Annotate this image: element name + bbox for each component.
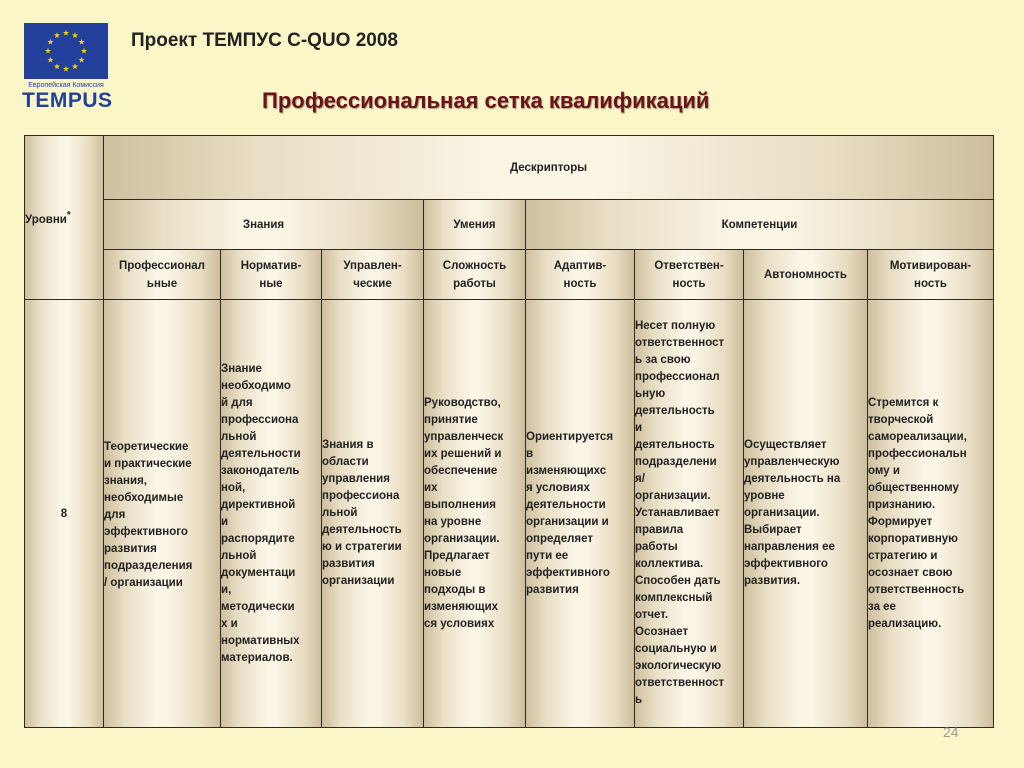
eu-star-icon: [72, 63, 78, 69]
descriptors-header: Дескрипторы: [104, 136, 994, 200]
column-header: Мотивирован- ность: [868, 250, 994, 300]
eu-star-icon: [81, 48, 87, 54]
group-skills: Умения: [424, 200, 526, 250]
eu-star-icon: [54, 63, 60, 69]
column-header: Сложность работы: [424, 250, 526, 300]
column-header: Автономность: [744, 250, 868, 300]
eu-star-icon: [47, 57, 53, 63]
table-cell: Руководство, принятие управленческ их решений и обеспечение их выполнения на уровне организации. Предлагает новые подходы в изменяющих ся условиях: [424, 300, 526, 728]
eu-star-icon: [63, 66, 69, 72]
eu-star-icon: [63, 30, 69, 36]
group-competences: Компетенции: [526, 200, 994, 250]
eu-star-icon: [79, 39, 85, 45]
column-header: Норматив- ные: [221, 250, 322, 300]
table-cell: Несет полную ответственност ь за свою профессионал ьную деятельность и деятельность подразделени я/ организации. Устанавливает правила работы коллектива. Способен дать комплексный отчет. Осознает социальную и экологическую ответственност ь: [635, 300, 744, 728]
slide-title: Профессиональная сетка квалификаций: [262, 88, 710, 113]
table-cell: Осуществляет управленческую деятельность на уровне организации. Выбирает направления ее эффективного развития.: [744, 300, 868, 728]
table-cell: Стремится к творческой самореализации, профессиональн ому и общественному признанию. Формирует корпоративную стратегию и осознает свою ответственность за ее реализацию.: [868, 300, 994, 728]
column-header: Профессионал ьные: [104, 250, 221, 300]
table-cell: Теоретические и практические знания, необходимые для эффективного развития подразделения / организации: [104, 300, 221, 728]
logo-brand: TEMPUS: [22, 89, 113, 112]
eu-star-icon: [54, 32, 60, 38]
project-heading: Проект ТЕМПУС C-QUO 2008: [131, 30, 398, 51]
tempus-logo: [22, 23, 113, 113]
qualification-grid-table: [24, 135, 994, 728]
logo-caption: Европейская Комиссия: [28, 82, 104, 89]
eu-star-icon: [79, 57, 85, 63]
column-header: Ответствен- ность: [635, 250, 744, 300]
column-header: Адаптив- ность: [526, 250, 635, 300]
eu-star-icon: [47, 39, 53, 45]
group-knowledge: Знания: [104, 200, 424, 250]
table-cell: Ориентируется в изменяющихс я условиях деятельности организации и определяет пути ее эффективного развития: [526, 300, 635, 728]
table-cell: Знание необходимо й для профессиона льной деятельности законодатель ной, директивной и распорядите льной документаци и, методически х и нормативных материалов.: [221, 300, 322, 728]
eu-flag-icon: [24, 23, 108, 79]
level-number: 8: [25, 300, 104, 728]
levels-header: Уровни*: [25, 136, 104, 300]
page-number: 24: [943, 724, 959, 740]
eu-star-icon: [72, 32, 78, 38]
table-cell: Знания в области управления профессиона льной деятельность ю и стратегии развития организации: [322, 300, 424, 728]
column-header: Управлен- ческие: [322, 250, 424, 300]
eu-star-icon: [45, 48, 51, 54]
